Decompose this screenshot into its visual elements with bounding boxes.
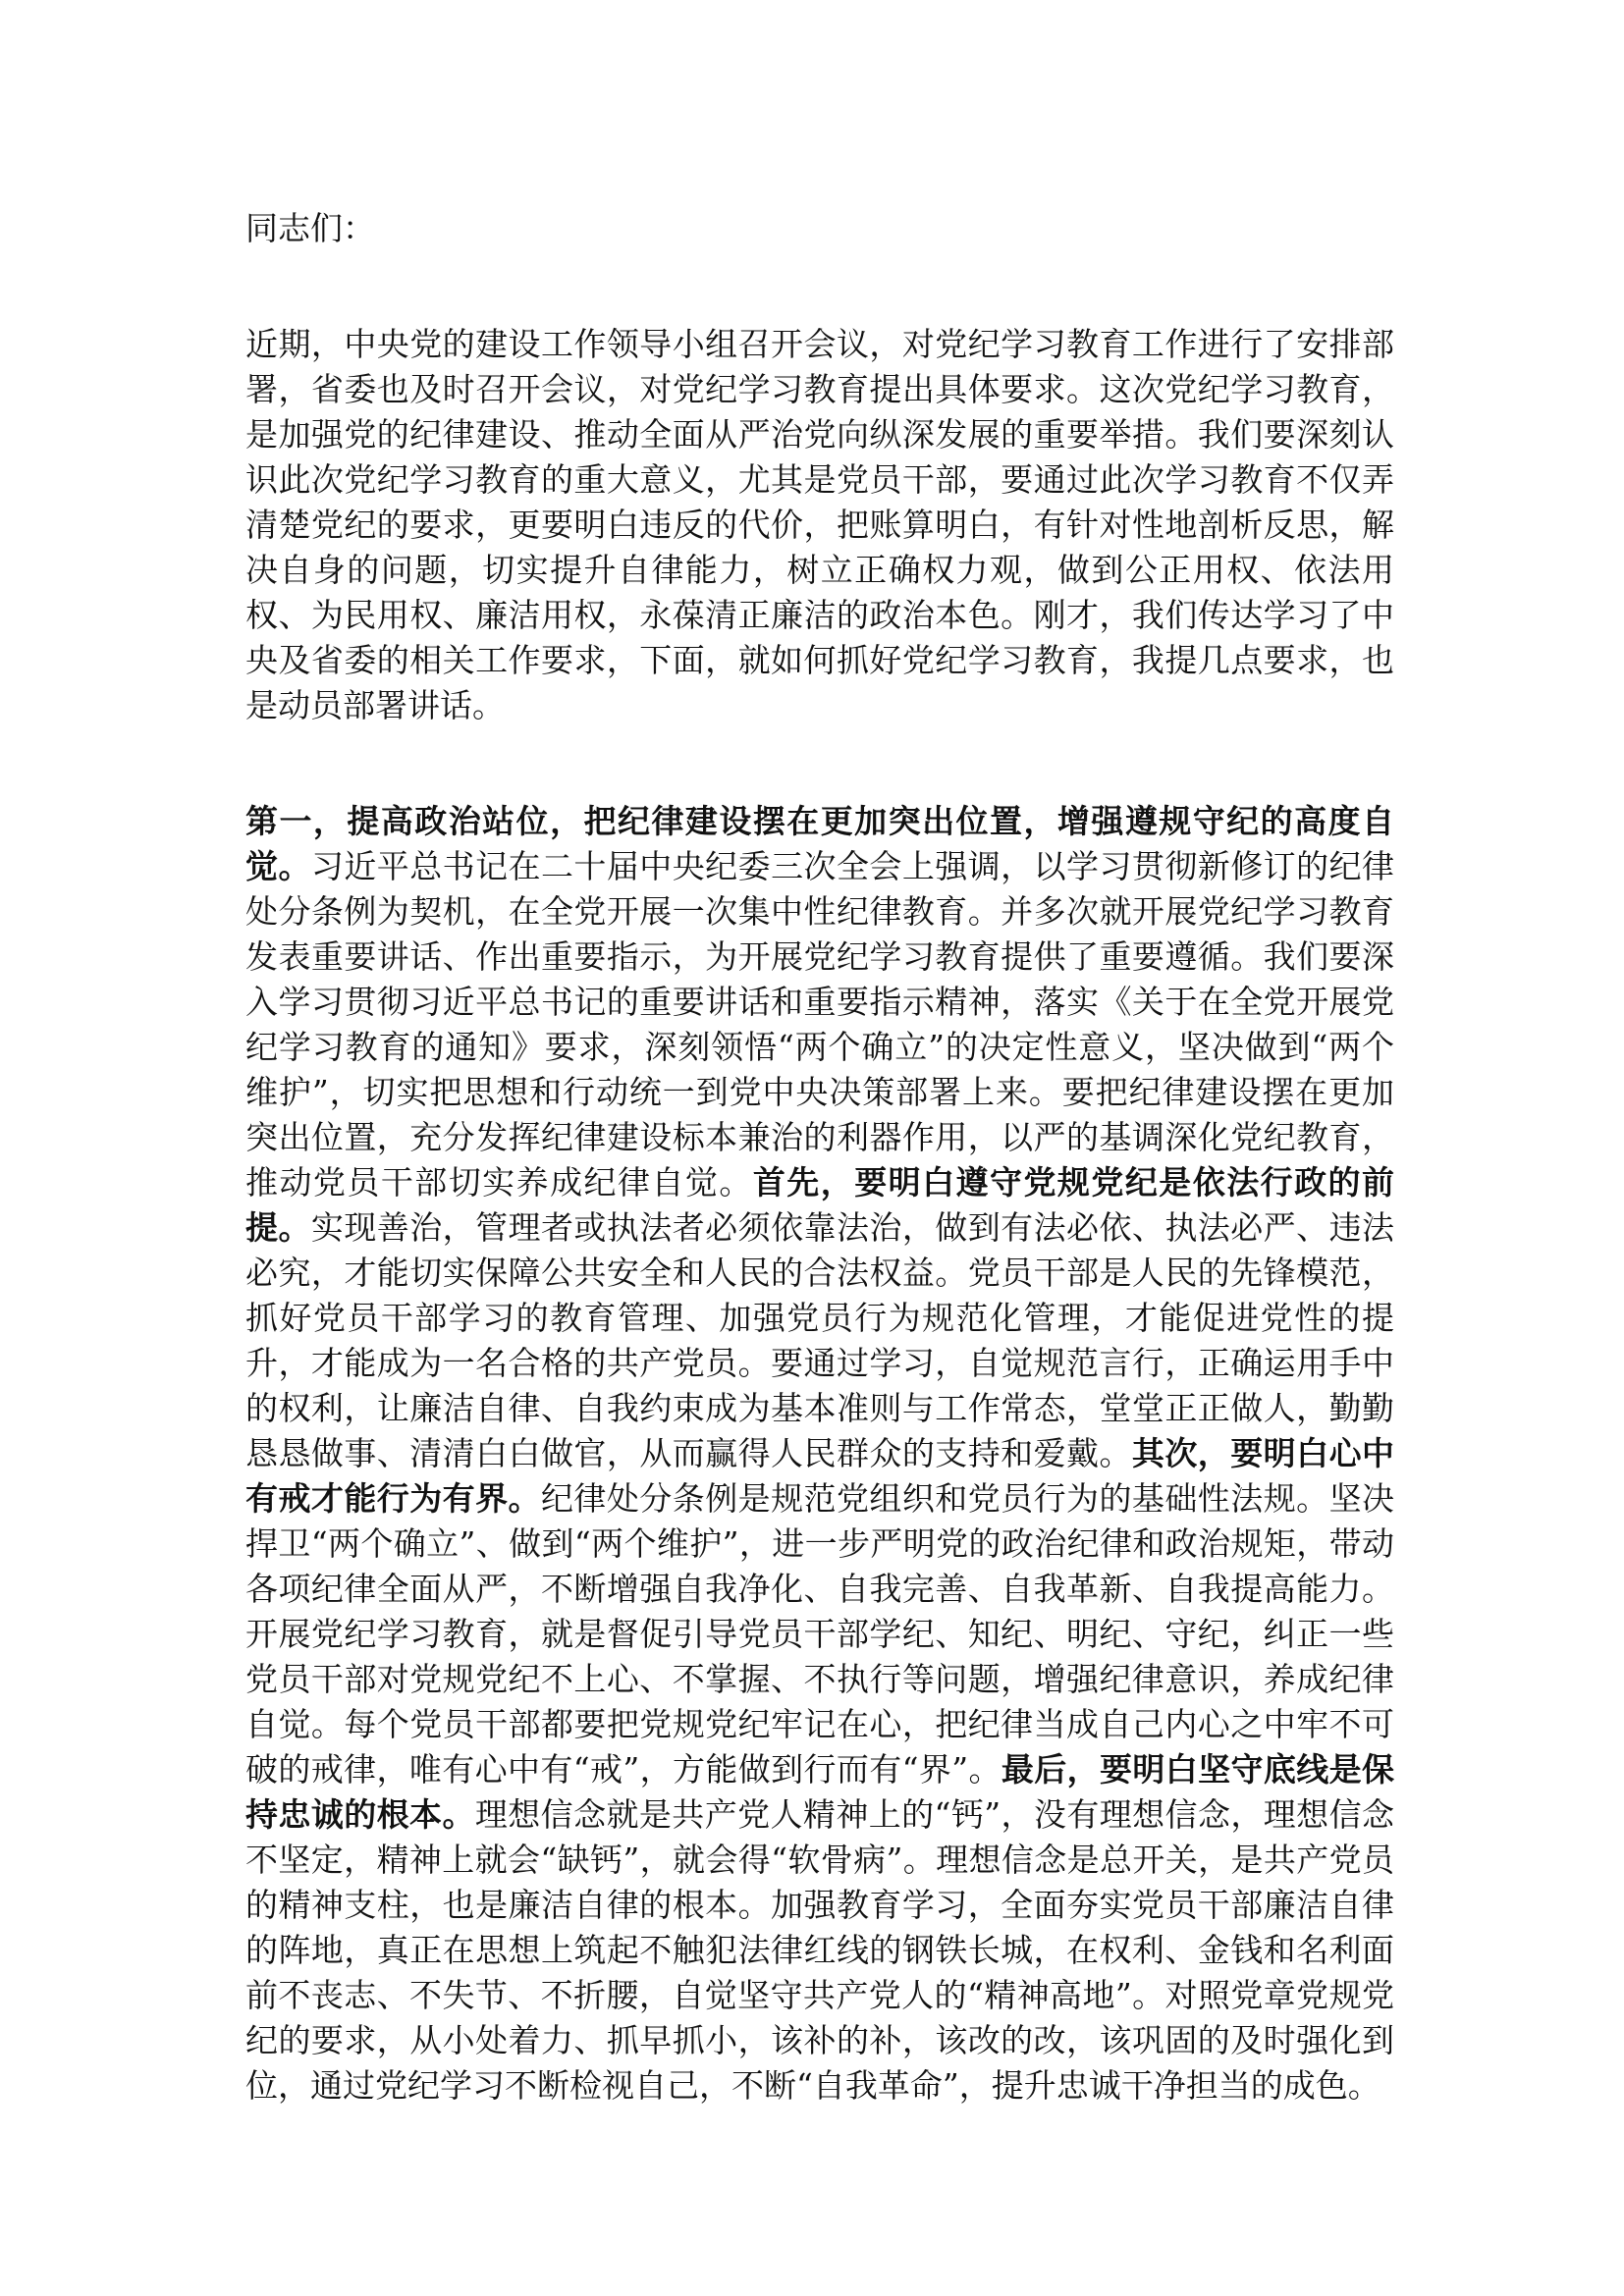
document-body [245, 206, 1394, 2109]
point-second-heading: 其次，要明白心中有戒才能行为有界。 [245, 1434, 1395, 1518]
section-one-text-4: 理想信念就是共产党人精神上的“钙”，没有理想信念，理想信念不坚定，精神上就会“缺钙”，就会得“软骨病”。理想信念是总开关，是共产党员的精神支柱，也是廉洁自律的根本。加强教育学习，全面夯实党员干部廉洁自律的阵地，真正在思想上筑起不触犯法律红线的钢铁长城，在权利、金钱和名利面前不丧志、不失节、不折腰，自觉坚守共产党人的“精神高地”。对照党章党规党纪的要求，从小处着力、抓早抓小，该补的补，该改的改，该巩固的及时强化到位，通过党纪学习不断检视自己，不断“自我革命”，提升忠诚干净担当的成色。 [245, 1795, 1395, 2105]
intro-paragraph: 近期，中央党的建设工作领导小组召开会议，对党纪学习教育工作进行了安排部署，省委也及时召开会议，对党纪学习教育提出具体要求。这次党纪学习教育，是加强党的纪律建设、推动全面从严治党向纵深发展的重要举措。我们要深刻认识此次党纪学习教育的重大意义，尤其是党员干部，要通过此次学习教育不仅弄清楚党纪的要求，更要明白违反的代价，把账算明白，有针对性地剖析反思，解决自身的问题，切实提升自律能力，树立正确权力观，做到公正用权、依法用权、为民用权、廉洁用权，永葆清正廉洁的政治本色。刚才，我们传达学习了中央及省委的相关工作要求，下面，就如何抓好党纪学习教育，我提几点要求，也是动员部署讲话。 [245, 325, 1394, 724]
section-one-text-1: 习近平总书记在二十届中央纪委三次全会上强调，以学习贯彻新修订的纪律处分条例为契机，在全党开展一次集中性纪律教育。并多次就开展党纪学习教育发表重要讲话、作出重要指示，为开展党纪学习教育提供了重要遵循。我们要深入学习贯彻习近平总书记的重要讲话和重要指示精神，落实《关于在全党开展党纪学习教育的通知》要求，深刻领悟“两个确立”的决定性意义，坚决做到“两个维护”，切实把思想和行动统一到党中央决策部署上来。要把纪律建设摆在更加突出位置，充分发挥纪律建设标本兼治的利器作用，以严的基调深化党纪教育，推动党员干部切实养成纪律自觉。 [245, 847, 1395, 1201]
salutation: 同志们： [245, 209, 375, 247]
section-one-text-3: 纪律处分条例是规范党组织和党员行为的基础性法规。坚决捍卫“两个确立”、做到“两个维护”，进一步严明党的政治纪律和政治规矩，带动各项纪律全面从严，不断增强自我净化、自我完善、自我革新、自我提高能力。开展党纪学习教育，就是督促引导党员干部学纪、知纪、明纪、守纪，纠正一些党员干部对党规党纪不上心、不掌握、不执行等问题，增强纪律意识，养成纪律自觉。每个党员干部都要把党规党纪牢记在心，把纪律当成自己内心之中牢不可破的戒律，唯有心中有“戒”，方能做到行而有“界”。 [245, 1479, 1395, 1789]
section-one-paragraph [245, 799, 1394, 2109]
point-first-heading: 首先，要明白遵守党规党纪是依法行政的前提。 [245, 1163, 1395, 1247]
section-one-heading: 第一，提高政治站位，把纪律建设摆在更加突出位置，增强遵规守纪的高度自觉。 [245, 802, 1394, 885]
section-one-text-2: 实现善治，管理者或执法者必须依靠法治，做到有法必依、执法必严、违法必究，才能切实保障公共安全和人民的合法权益。党员干部是人民的先锋模范，抓好党员干部学习的教育管理、加强党员行为规范化管理，才能促进党性的提升，才能成为一名合格的共产党员。要通过学习，自觉规范言行，正确运用手中的权利，让廉洁自律、自我约束成为基本准则与工作常态，堂堂正正做人，勤勤恳恳做事、清清白白做官，从而赢得人民群众的支持和爱戴。 [245, 1208, 1395, 1472]
point-last-heading: 最后，要明白坚守底线是保持忠诚的根本。 [245, 1750, 1395, 1834]
